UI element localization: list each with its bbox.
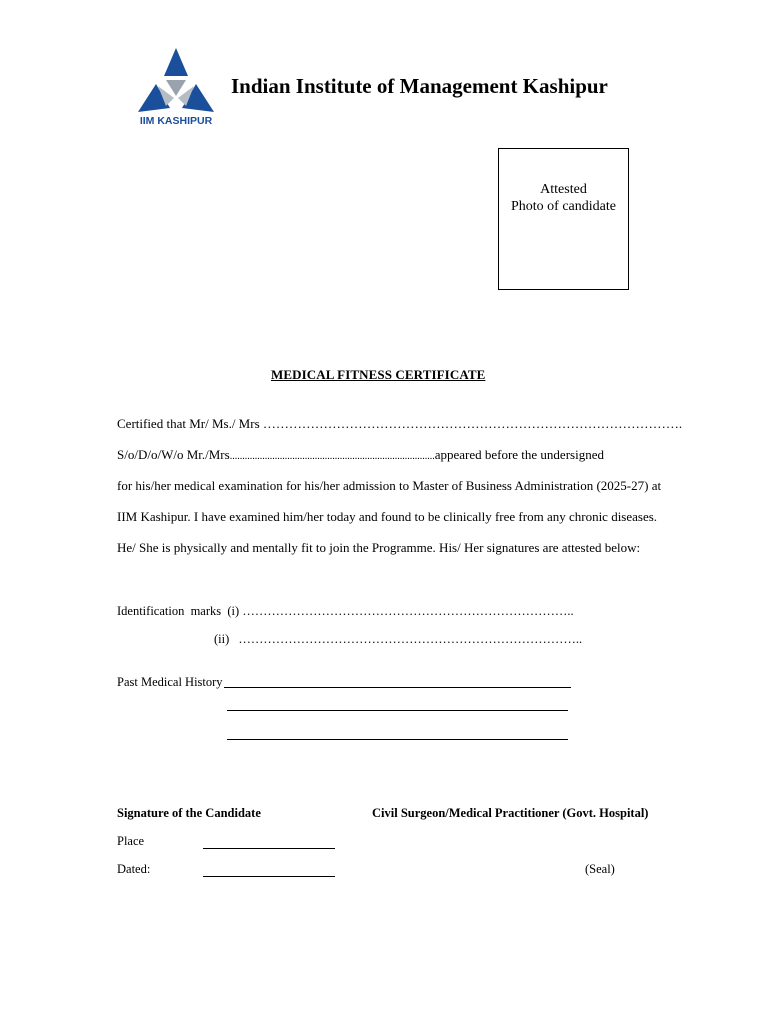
medical-history-line-1[interactable] <box>224 687 571 688</box>
place-label: Place <box>117 834 145 848</box>
certificate-line-2 <box>117 447 604 463</box>
place-line[interactable] <box>203 848 335 849</box>
identification-dots-ii: ……………………………………………………………………….. <box>238 632 583 646</box>
identification-marks-ii <box>214 632 582 647</box>
identification-marks-label <box>117 604 574 619</box>
certificate-line-4: IIM Kashipur. I have examined him/her today and found to be clinically free from any chronic diseases. <box>117 509 658 524</box>
institute-name: Indian Institute of Management Kashipur <box>231 74 608 98</box>
photo-box-line2: Photo of candidate <box>511 199 616 214</box>
certificate-line-5: He/ She is physically and mentally fit to join the Programme. His/ Her signatures are attested below: <box>117 540 641 555</box>
certificate-title: MEDICAL FITNESS CERTIFICATE <box>271 367 486 382</box>
past-medical-history-label: Past Medical History <box>117 675 223 689</box>
dated-line[interactable] <box>203 876 335 877</box>
parent-prefix: S/o/D/o/W/o Mr./Mrs <box>117 447 230 462</box>
medical-history-line-2[interactable] <box>227 710 568 711</box>
medical-history-line-3[interactable] <box>227 739 568 740</box>
iim-kashipur-logo <box>136 46 216 128</box>
certificate-line-1: Certified that Mr/ Ms./ Mrs ……………………………………………………………………………………. <box>117 416 683 431</box>
surgeon-signature-label: Civil Surgeon/Medical Practitioner (Govt. Hospital) <box>372 806 649 820</box>
candidate-signature-label: Signature of the Candidate <box>117 806 261 820</box>
logo-text: IIM KASHIPUR <box>139 115 213 127</box>
photo-box <box>498 148 629 290</box>
certificate-line-3: for his/her medical examination for his/her admission to Master of Business Administration (2025-27) at <box>117 478 662 493</box>
dated-label: Dated: <box>117 862 151 876</box>
seal-label: (Seal) <box>585 862 615 876</box>
parent-dots: .................................................................................. <box>229 451 435 462</box>
identification-label-ii: (ii) <box>214 632 230 646</box>
parent-suffix: appeared before the undersigned <box>434 447 604 462</box>
photo-box-line1: Attested <box>540 182 587 197</box>
logo-mark-icon <box>136 46 216 128</box>
identification-dots-i: …………………………………………………………………….. <box>242 604 574 618</box>
identification-label-i: Identification marks (i) <box>117 604 240 618</box>
